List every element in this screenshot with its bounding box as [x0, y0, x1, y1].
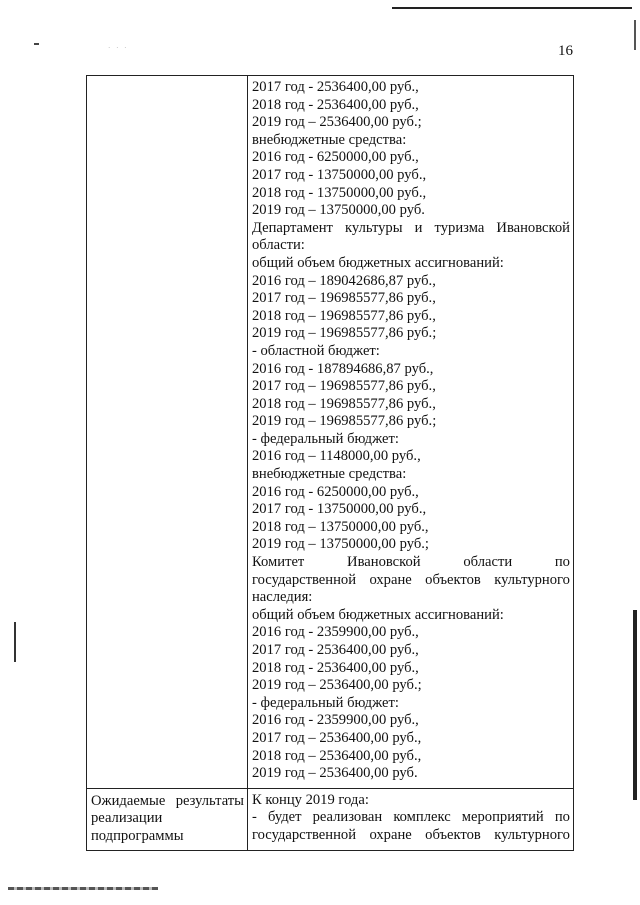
text-line: - областной бюджет:: [252, 342, 380, 359]
text-line: 2016 год - 187894686,87 руб.,: [252, 360, 434, 377]
text-line: К концу 2019 года:: [252, 791, 369, 808]
text-line: 2019 год – 2536400,00 руб.;: [252, 677, 422, 694]
table-cell-funding-details: [248, 76, 574, 789]
text-line: общий объем бюджетных ассигнований:: [252, 606, 504, 623]
text-line: 2018 год – 2536400,00 руб.,: [252, 747, 422, 764]
text-line: 2018 год - 2536400,00 руб.,: [252, 96, 419, 113]
text-line: - будет реализован комплекс мероприятий по: [252, 809, 570, 826]
text-line: 2019 год – 2536400,00 руб.: [252, 765, 418, 782]
page-number: 16: [558, 43, 573, 59]
text-line: - федеральный бюджет:: [252, 430, 399, 447]
scan-artifact-dot: [34, 43, 39, 45]
text-line: 2019 год – 196985577,86 руб.;: [252, 325, 437, 342]
text-line: реализации: [91, 810, 163, 827]
text-line: общий объем бюджетных ассигнований:: [252, 254, 504, 271]
text-line: 2018 год – 196985577,86 руб.,: [252, 395, 436, 412]
table-cell-expected-results-text: [248, 788, 574, 850]
funding-lines: [248, 76, 573, 788]
scan-artifact-right-edge-top: [634, 20, 636, 50]
text-line: 2017 год – 196985577,86 руб.,: [252, 290, 436, 307]
text-line: 2019 год – 13750000,00 руб.;: [252, 536, 429, 553]
text-line: 2017 год - 2536400,00 руб.,: [252, 642, 419, 658]
text-line: Комитет Ивановской области по: [252, 554, 570, 571]
text-line: 2019 год – 13750000,00 руб.: [252, 202, 425, 219]
text-line: 2017 год – 196985577,86 руб.,: [252, 378, 436, 395]
scan-artifact-bottom: [8, 887, 158, 890]
table-row-funding: [87, 76, 574, 789]
text-line: подпрограммы: [91, 827, 184, 844]
table-row-expected-results: [87, 788, 574, 850]
text-line: Департамент культуры и туризма Ивановской: [252, 219, 570, 236]
scan-artifact-right-edge: [633, 610, 637, 800]
text-line: внебюджетные средства:: [252, 466, 407, 483]
text-line: 2019 год – 2536400,00 руб.;: [252, 114, 422, 131]
text-line: 2017 год – 2536400,00 руб.,: [252, 729, 422, 746]
text-line: 2018 год – 13750000,00 руб.,: [252, 518, 429, 535]
text-line: 2016 год - 2359900,00 руб.,: [252, 712, 419, 729]
table-cell-label-empty: [87, 76, 248, 789]
text-line: 2019 год – 196985577,86 руб.;: [252, 413, 437, 430]
text-line: внебюджетные средства:: [252, 131, 407, 148]
text-line: 2016 год – 1148000,00 руб.,: [252, 448, 421, 465]
program-table: [86, 75, 574, 851]
scan-artifact-specks: · · ·: [108, 44, 129, 52]
text-line: 2017 год - 13750000,00 руб.,: [252, 166, 427, 183]
expected-results-label-lines: [87, 789, 247, 846]
text-line: государственной охране объектов культурного: [252, 826, 570, 843]
scan-artifact-top-line: [392, 7, 632, 9]
text-line: 2016 год - 6250000,00 руб.,: [252, 483, 419, 500]
text-line: 2018 год - 13750000,00 руб.,: [252, 184, 427, 201]
text-line: 2017 год - 13750000,00 руб.,: [252, 501, 427, 518]
text-line: государственной охране объектов культурного: [252, 571, 570, 588]
scan-artifact-left-mark: [14, 622, 16, 662]
text-line: области:: [252, 237, 305, 254]
text-line: - федеральный бюджет:: [252, 694, 399, 711]
text-line: 2016 год – 189042686,87 руб.,: [252, 272, 436, 289]
text-line: 2018 год - 2536400,00 руб.,: [252, 659, 419, 676]
text-line: 2016 год - 2359900,00 руб.,: [252, 624, 419, 641]
text-line: Ожидаемые результаты: [91, 792, 244, 809]
expected-results-lines: [248, 789, 573, 850]
text-line: 2017 год - 2536400,00 руб.,: [252, 79, 419, 95]
table-cell-expected-results-label: [87, 788, 248, 850]
text-line: наследия:: [252, 589, 313, 606]
text-line: 2018 год – 196985577,86 руб.,: [252, 307, 436, 324]
text-line: 2016 год - 6250000,00 руб.,: [252, 149, 419, 166]
